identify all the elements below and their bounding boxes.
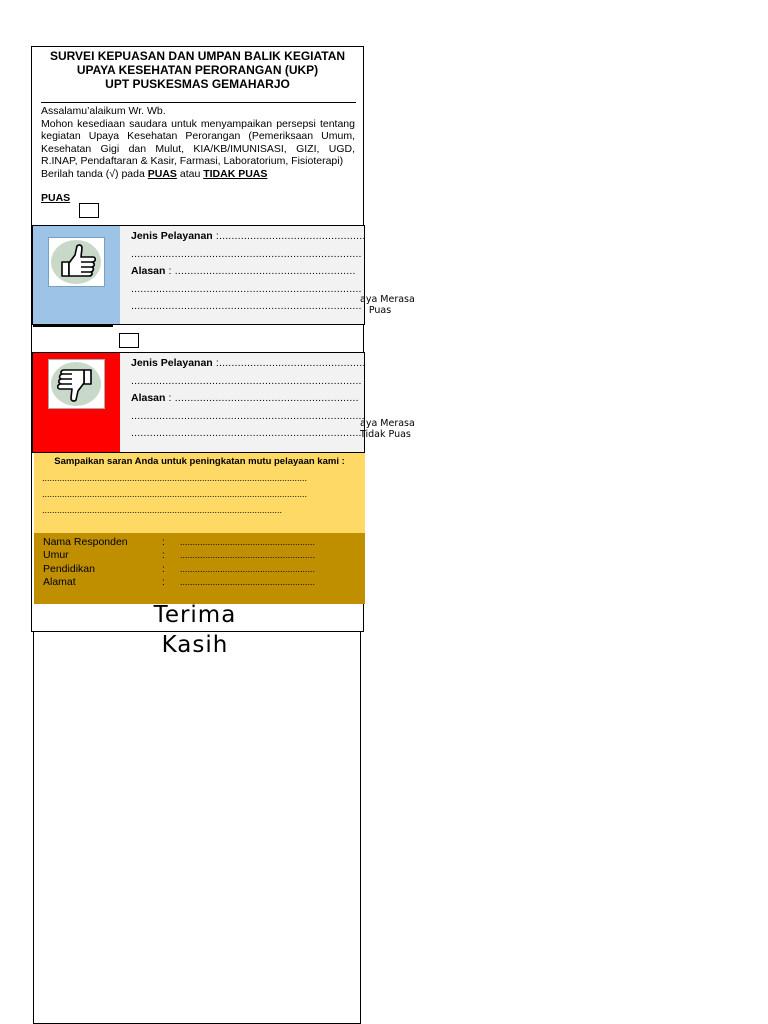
responden-alamat-field[interactable]: ...................................................... <box>180 577 316 587</box>
tidak-puas-side-note-2: Tidak Puas <box>360 429 411 440</box>
puas-jenis-field[interactable]: :............................................... <box>212 230 366 242</box>
responden-alamat-label: Alamat <box>43 576 76 588</box>
puas-checkbox[interactable] <box>79 203 99 218</box>
tidak-puas-panel <box>32 352 365 453</box>
title-line-1: SURVEI KEPUASAN DAN UMPAN BALIK KEGIATAN <box>49 49 346 63</box>
saran-line[interactable]: ................................................................................................ <box>42 505 283 515</box>
responden-colon: : <box>162 576 165 588</box>
puas-alasan-field[interactable]: : .......................................................... <box>165 265 356 277</box>
responden-umur-label: Umur <box>43 549 69 561</box>
puas-fill-line[interactable]: .......................................................................... <box>131 283 362 295</box>
puas-side-band <box>33 226 120 324</box>
tidak-puas-alasan-row <box>131 392 359 404</box>
closing-text <box>145 600 245 660</box>
closing-line-1: Terima <box>153 602 237 628</box>
responden-colon: : <box>162 563 165 575</box>
tidak-puas-fill-line[interactable]: ........................................................................... <box>131 410 365 422</box>
saran-line[interactable]: .......................................................................................................... <box>42 489 308 499</box>
puas-side-note-2: Puas <box>368 305 392 316</box>
puas-jenis-label: Jenis Pelayanan <box>131 230 213 242</box>
saran-title: Sampaikan saran Anda untuk peningkatan mutu pelayaan kami : <box>54 456 345 467</box>
puas-panel <box>32 225 365 325</box>
tidak-puas-side-note-1: aya Merasa <box>360 418 415 429</box>
puas-label: PUAS <box>41 192 71 204</box>
thumbs-up-icon-frame <box>48 237 105 287</box>
puas-side-note-1: aya Merasa <box>360 294 415 305</box>
thumbs-down-icon-frame <box>48 359 105 409</box>
puas-alasan-label: Alasan <box>131 265 166 277</box>
puas-alasan-row <box>131 265 356 277</box>
tidak-puas-side-note <box>360 418 415 440</box>
thumbs-up-icon <box>49 238 104 286</box>
responden-pendidikan-label: Pendidikan <box>43 563 95 575</box>
tidak-puas-checkbox[interactable] <box>119 333 139 348</box>
closing-line-2: Kasih <box>161 632 229 658</box>
responden-name-label: Nama Responden <box>43 536 128 548</box>
puas-jenis-row <box>131 230 365 242</box>
puas-fill-line[interactable]: .......................................................................... <box>131 300 362 312</box>
form-title <box>31 49 364 91</box>
instruction <box>41 168 355 181</box>
puas-side-note <box>360 294 415 316</box>
tidak-puas-jenis-field[interactable]: :............................................... <box>212 357 366 369</box>
tidak-puas-jenis-label: Jenis Pelayanan <box>131 357 213 369</box>
greeting: Assalamu’alaikum Wr. Wb. <box>41 105 166 117</box>
tidak-puas-alasan-field[interactable]: : ........................................................... <box>165 392 359 404</box>
instruction-prefix: Berilah tanda (√) pada <box>41 167 148 180</box>
form-lower-frame <box>33 632 361 1024</box>
tidak-puas-alasan-label: Alasan <box>131 392 166 404</box>
instruction-tidak-puas: TIDAK PUAS <box>203 167 268 180</box>
responden-name-field[interactable]: ...................................................... <box>180 537 316 547</box>
responden-colon: : <box>162 536 165 548</box>
intro-body: Mohon kesediaan saudara untuk menyampaikan persepsi tentang kegiatan Upaya Kesehatan Perorangan (Pemeriksaan Umum, Kesehatan Gigi dan Mulut, KIA/KB/IMUNISASI, GIZI, UGD, R.INAP, Pendaftaran & Kasir, Farmasi, Laboratorium, Fisioterapi) <box>41 117 355 167</box>
responden-colon: : <box>162 549 165 561</box>
intro-text <box>41 105 355 180</box>
instruction-puas: PUAS <box>147 167 177 180</box>
puas-fill-line[interactable]: .......................................................................... <box>131 248 362 260</box>
title-line-2: UPAYA KESEHATAN PERORANGAN (UKP) <box>76 63 319 77</box>
tidak-puas-side-band <box>33 353 120 452</box>
instruction-mid: atau <box>176 167 204 180</box>
thumbs-down-icon <box>49 360 104 408</box>
tidak-puas-fill-line[interactable]: .......................................................................... <box>131 427 362 439</box>
responden-umur-field[interactable]: ...................................................... <box>180 550 316 560</box>
title-divider <box>41 102 356 103</box>
tidak-puas-jenis-row <box>131 357 365 369</box>
tidak-puas-fill-line[interactable]: .......................................................................... <box>131 375 362 387</box>
section-divider <box>33 324 113 327</box>
title-line-3: UPT PUSKESMAS GEMAHARJO <box>105 77 290 91</box>
saran-line[interactable]: .......................................................................................................... <box>42 473 308 483</box>
responden-pendidikan-field[interactable]: ...................................................... <box>180 564 316 574</box>
